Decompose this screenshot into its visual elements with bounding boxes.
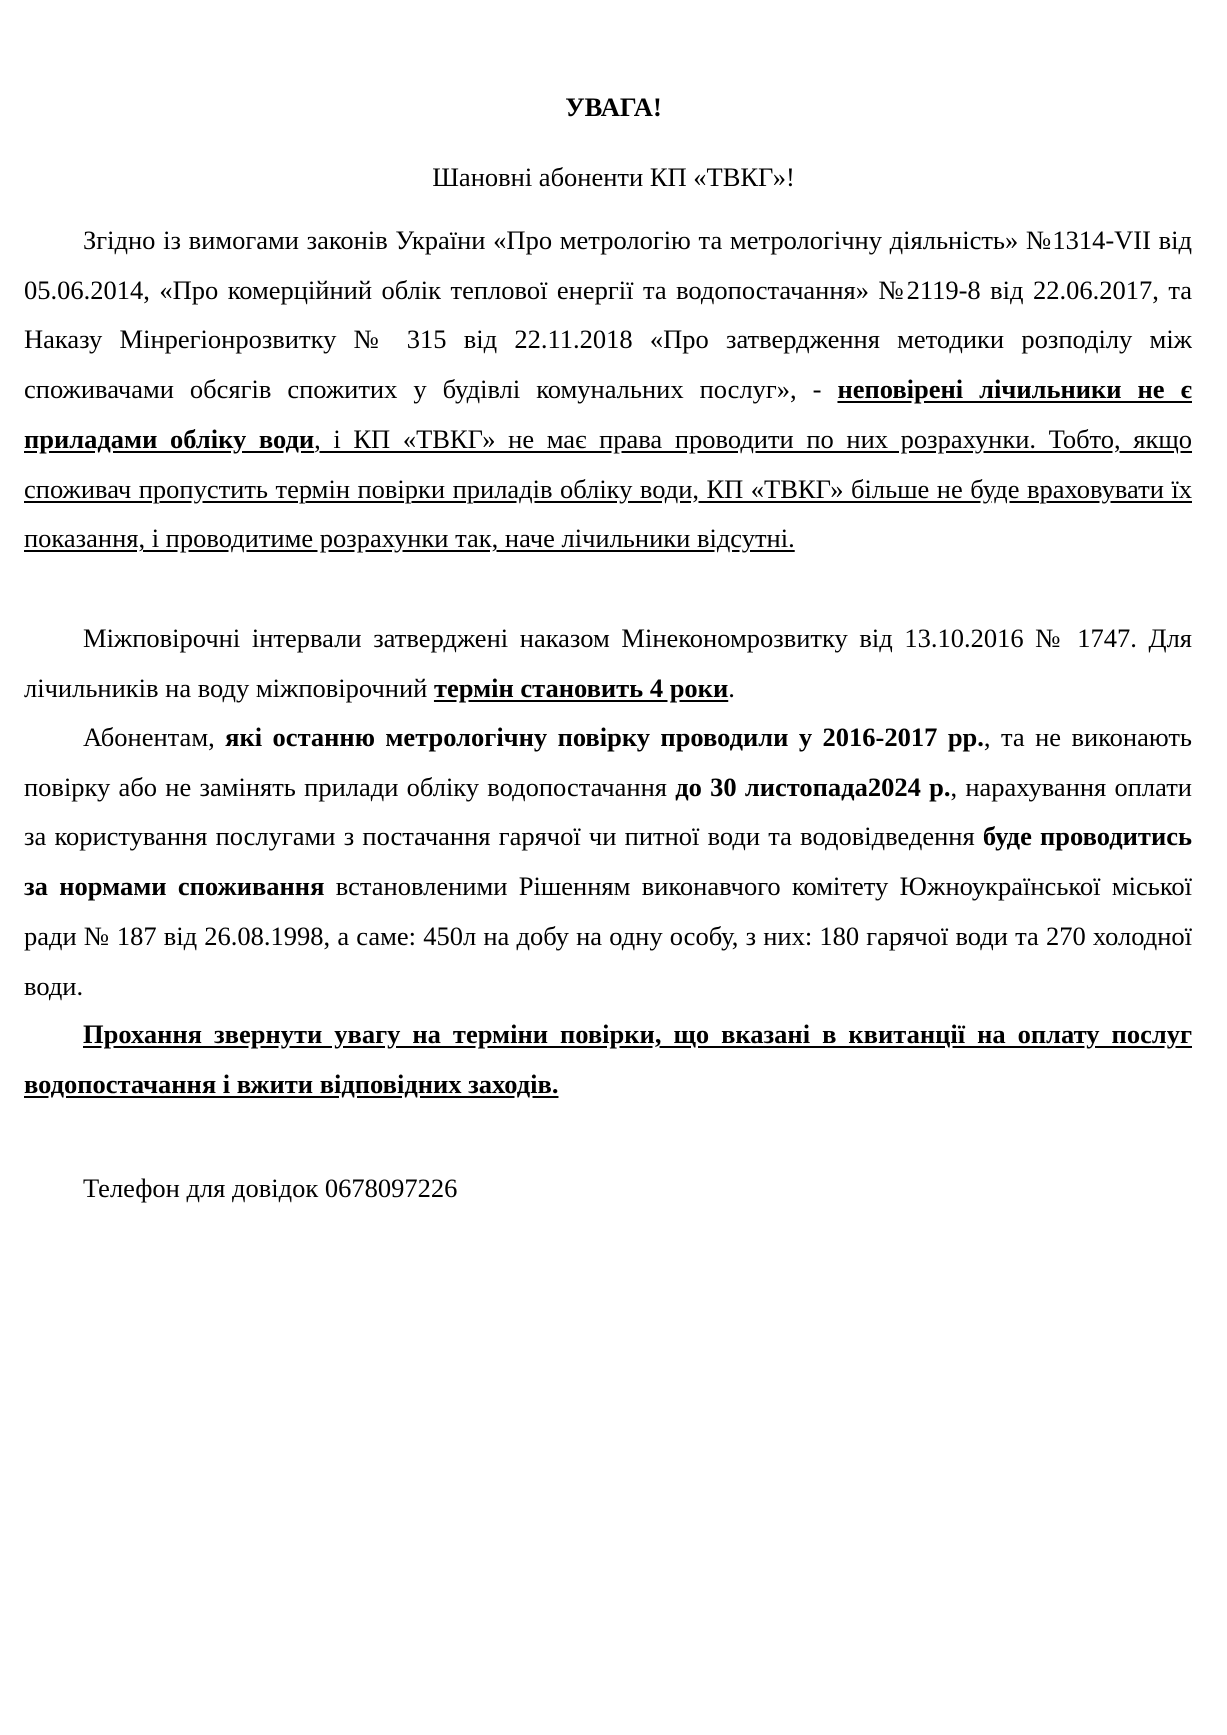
paragraph-subscribers-text-3: , нарахування оплати за користування послугами з постачання гарячої чи питної води та водовідведення: [24, 771, 1192, 852]
paragraph-subscribers-norms: буде проводитись за нормами споживання: [24, 821, 1192, 902]
paragraph-intervals-term: термін становить 4 роки: [433, 672, 729, 703]
paragraph-subscribers-text-1: Абонентам,: [83, 722, 226, 752]
paragraph-subscribers: [24, 713, 1192, 1011]
paragraph-subscribers-text-4: встановленими Рішенням виконавчого комітету Южноукраїнської міської ради № 187 від 26.08.1998, а саме: 450л на добу на одну особу, з них: 180 гарячої води та 270 холодної води.: [24, 871, 1193, 1001]
paragraph-subscribers-years: які останню метрологічну повірку проводили у 2016-2017 рр.: [225, 722, 984, 752]
paragraph-laws-consequence: , і КП «ТВКГ» не має права проводити по них розрахунки. Тобто, якщо споживач пропустить термін повірки приладів обліку води, КП «ТВКГ» більше не буде враховувати їх показання, і проводитиме розрахунки так, наче лічильники відсутні.: [24, 423, 1193, 554]
paragraph-intervals: [24, 614, 1192, 713]
notice-title: УВАГА!: [565, 92, 662, 122]
paragraph-intervals-text: Міжповірочні інтервали затверджені наказом Мінекономрозвитку від 13.10.2016 № 1747. Для лічильників на воду міжповірочний: [24, 623, 1192, 703]
greeting: Шановні абоненти КП «ТВКГ»!: [432, 162, 795, 192]
paragraph-subscribers-text-2: , та не виконають повірку або не замінять прилади обліку водопостачання: [24, 722, 1192, 802]
paragraph-laws-emphasis: неповірені лічильники не є приладами обліку води: [24, 374, 1192, 454]
paragraph-laws: [24, 216, 1192, 564]
paragraph-intervals-end: .: [728, 672, 735, 703]
paragraph-laws-text: Згідно із вимогами законів України «Про метрологію та метрологічну діяльність» №1314-VII від 05.06.2014, «Про комерційний облік теплової енергії та водопостачання» №2119-8 від 22.06.2017, та Наказу Мінрегіонрозвитку № 315 від 22.11.2018 «Про затвердження методики розподілу між споживачами обсягів спожитих у будівлі комунальних послуг», -: [24, 225, 1192, 405]
paragraph-subscribers-deadline: до 30 листопада2024 р.: [675, 771, 951, 802]
paragraph-request: Прохання звернути увагу на терміни повірки, що вказані в квитанції на оплату послуг водопостачання і вжити відповідних заходів.: [24, 1019, 1192, 1099]
phone-line: Телефон для довідок 0678097226: [83, 1173, 458, 1203]
